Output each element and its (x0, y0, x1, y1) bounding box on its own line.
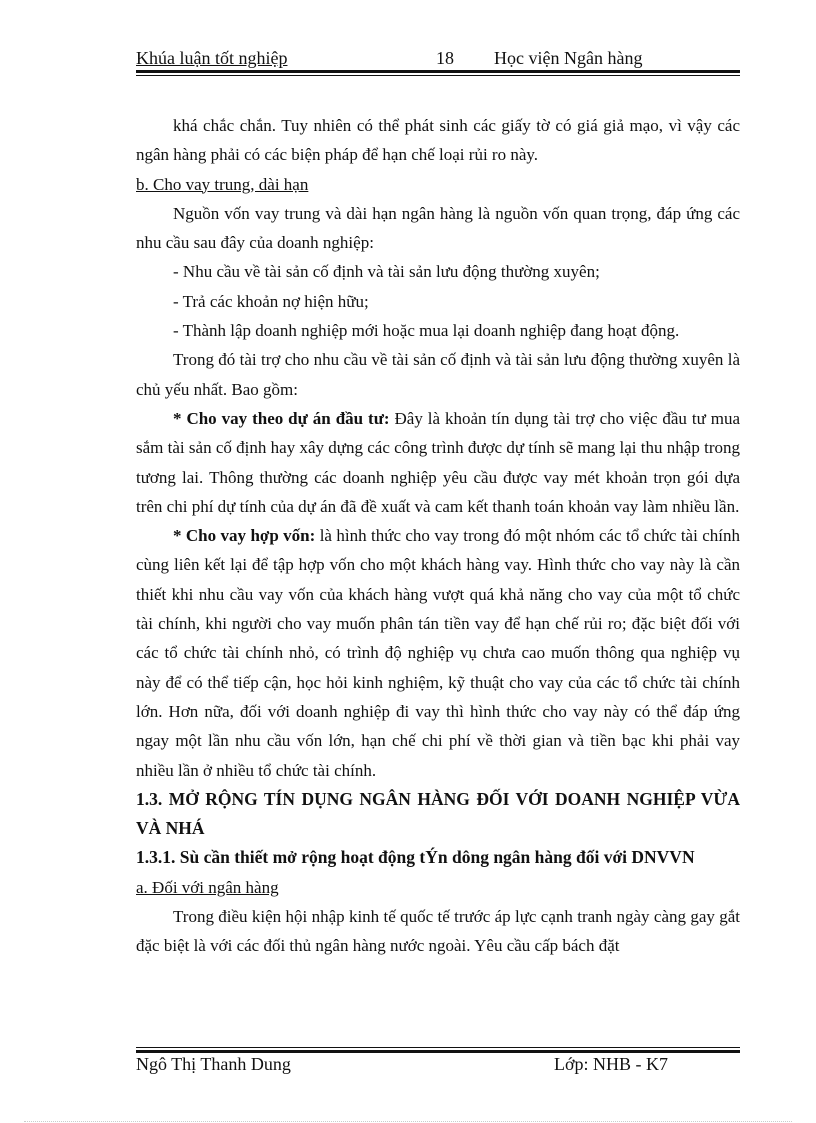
footer-rule-thick (136, 1050, 740, 1053)
list-item: - Nhu cầu về tài sản cố định và tài sản lưu động thường xuyên; (173, 262, 600, 282)
header-rule-thin (136, 75, 740, 76)
header-institution: Học viện Ngân hàng (494, 48, 643, 68)
paragraph-risk-conclusion: khá chắc chắn. Tuy nhiên có thể phát sinh các giấy tờ có giá giả mạo, vì vậy các ngân hàng phải có các biện pháp để hạn chế loại rủi ro này. (136, 116, 740, 165)
paragraph-syndicated-loans (136, 521, 740, 785)
section-1-3-1-heading: 1.3.1. Sù cần thiết mở rộng hoạt động tÝn dông ngân hàng đối với DNVVN (136, 847, 695, 868)
page-header (136, 48, 740, 72)
section-1-3-heading: 1.3. MỞ RỘNG TÍN DỤNG NGÂN HÀNG ĐỐI VỚI DOANH NGHIỆP VỪA VÀ NHÁ (136, 788, 740, 839)
paragraph-long-term-intro: Nguồn vốn vay trung và dài hạn ngân hàng là nguồn vốn quan trọng, đáp ứng các nhu cầu sau đây của doanh nghiệp: (136, 203, 740, 253)
list-item: - Trả các khoản nợ hiện hữu; (173, 291, 369, 311)
list-item: - Thành lập doanh nghiệp mới hoặc mua lại doanh nghiệp đang hoạt động. (173, 321, 680, 341)
page-footer (136, 1054, 740, 1078)
paragraph-bank-context: Trong điều kiện hội nhập kinh tế quốc tế trước áp lực cạnh tranh ngày càng gay gắt đặc biệt là với các đối thủ ngân hàng nước ngoài. Yêu cầu cấp bách đặt (136, 907, 740, 956)
project-loans-text: Đây là khoản tín dụng tài trợ cho việc đầu tư mua sắm tài sản cố định hay xây dựng các công trình được dự tính sẽ mang lại thu nhập trong tương lai. Thông thường các doanh nghiệp yêu cầu được vay mét khoản trọn gói dựa trên chi phí dự tính của dự án đã đề xuất và cam kết thanh toán khoản vay làm nhiều lần. (136, 408, 741, 516)
footer-rule-thin (136, 1047, 740, 1048)
project-loans-term: * Cho vay theo dự án đầu tư: (173, 408, 390, 428)
header-thesis-title: Khúa luận tốt nghiệp (136, 48, 288, 68)
footer-author: Ngô Thị Thanh Dung (136, 1054, 291, 1074)
section-a-heading: a. Đối với ngân hàng (136, 877, 279, 897)
syndicated-loans-term: * Cho vay hợp vốn: (173, 526, 316, 546)
section-b-heading: b. Cho vay trung, dài hạn (136, 174, 309, 194)
paragraph-project-loans (136, 404, 740, 521)
syndicated-loans-text: là hình thức cho vay trong đó một nhóm các tổ chức tài chính cùng liên kết lại để tập hợp vốn cho một khách hàng vay. Hình thức cho vay này là cần thiết khi nhu cầu vay vốn của khách hàng vượt quá khả năng cho vay của một tổ chức tài chính, khi người cho vay muốn phân tán tiền vay để hạn chế rủi ro; đặc biệt đối với các tổ chức tài chính nhỏ, có trình độ nghiệp vụ chưa cao muốn thông qua nghiệp vụ này để có thể tiếp cận, học hỏi kinh nghiệm, kỹ thuật cho vay của các tổ chức tài chính lớn. Hơn nữa, đối với doanh nghiệp đi vay thì hình thức cho vay này có thể đáp ứng ngay một lần nhu cầu vốn lớn, hạn chế chi phí về thời gian và tiền bạc khi phải vay nhiều lần ở nhiều tổ chức tài chính. (136, 526, 741, 780)
page-bottom-divider (24, 1121, 792, 1122)
header-page-number: 18 (436, 48, 454, 68)
header-rule-thick (136, 70, 740, 73)
document-body (136, 111, 740, 961)
paragraph-financing-types: Trong đó tài trợ cho nhu cầu về tài sản cố định và tài sản lưu động thường xuyên là chủ yếu nhất. Bao gồm: (136, 350, 740, 399)
footer-class: Lớp: NHB - K7 (554, 1054, 669, 1074)
